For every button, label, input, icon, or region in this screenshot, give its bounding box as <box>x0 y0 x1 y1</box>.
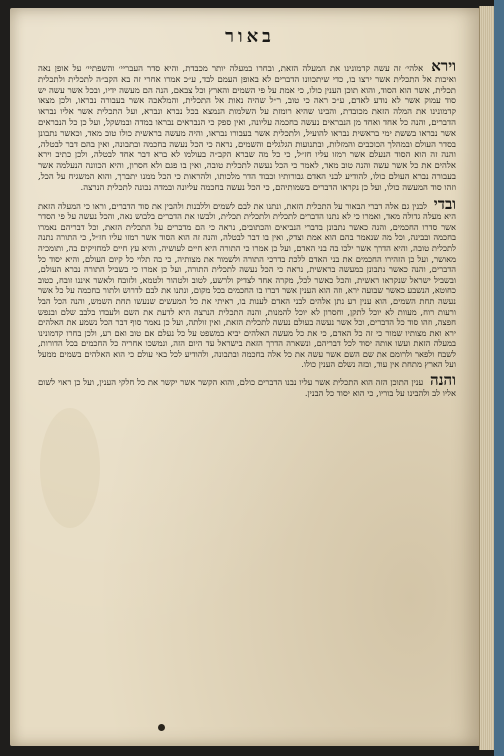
lead-word: וירא <box>431 57 456 75</box>
page-edges <box>479 6 494 750</box>
section-3 <box>38 371 456 399</box>
paragraph-text: אלהי׳ זה עשה קדמונינו את המעלה הזאת, ובחרו במעלה יותר מכבדת, והיא סדר העבריי׳ והשפתיי׳ על אופן נאה ואיכות אל התכלית אשר ירצו בו, כדי שיתכוונו הדברים לא באופן העמם לבד, ע״כ אמרו אחרי זה בא הקב״ה לתכלית ולתכלית תכלית, אשר הוא הסוד, והוא תוכן הענין כולו, כי אמת על פי השמים והארץ וכל צבאם, הנה הם מעשה ידיו, ובכל אשר עשה יש סוד עמוק אשר לא נודע לאדם, ע״כ ראה כי טוב, ר״ל שהיה נאות אל התכלית, והמלאכה אשר בעבורה נבראו, ולכן מצאו קדמונינו את המלה הזאת מכובדת, והבינו שהיא רומזת על השלמות הנמצא בכל נברא ונברא, ועל התכלית אשר אליו נבראו הדברים, והנה כל אחד ואחד מן הנבראים נעשה בחכמה עליונה, ואין ספק כי הנבראים נבראו במדה ובמשקל, ועל כן כל הנבראים אשר נבראו בששת ימי בראשית נבראו להועיל, ולתכלית אשר בעבורו נבראו, והיה מעשה בראשית כולו טוב מאד, וכאשר נתבונן בסדר העולם ובמהלך הכוכבים והמזלות, ובתנועות הגלגלים והשמים, נראה כי הכל נעשה בחכמה ובתבונה, ואין בהם דבר לבטלה, והנה זה הוא הסוד הנעלם אשר רמזו עליו חז״ל, כי כל מה שברא הקב״ה בעולמו לא ברא דבר אחד לבטלה, ולכן כתיב וירא אלהים את כל אשר עשה והנה טוב מאד, לאמר כי הכל נעשה לתכלית טובה, ואין בו פגם ולא חסרון, והיא הכוונה הנעלמה אשר בעבורה נברא העולם כולו, להודיע לבני האדם גבורותיו וכבוד הדר מלכותו, ולהראות כי הכל ממנו יתברך, והוא המשגיח על הכל, וזהו סוד המעשה כולו, ועל כן נקראו הדברים בשמותיהם, כי הכל נעשה בחכמה עליונה ובמדה נכונה לתכלית הנרצה. <box>38 64 456 193</box>
paragraph-text: לבנין גם אלה דברי הבאור על התכלית הזאת, ונתנו את לבם לשמים וללבנות ולהבין את סוד הדברים, וראו כי המעלה הזאת היא מעלה גדולה מאד, ואמרו כי לא נתנו הדברים לתכלית ולתכלית תכלית, ולבשו את הדברים בלבוש נאה, והכל נעשה על פי הסדר אשר סדרו החכמים, והנה כאשר נתבונן בדברי הנביאים והכתובים, נראה כי הם מדברים על התכלית הזאת, וכל דבריהם נאמרו בחכמה ובבינה, וכל מה שנאמר בהם הוא אמת וצדק, ואין בו דבר לבטלה, והנה זה הוא הסוד אשר רמזו עליו חז״ל, כי התורה נתנה לתכלית טובה, והיא הדרך אשר ילכו בה בני האדם, ועל כן אמרו כי התורה היא חיים לעושיה, והיא עץ חיים למחזיקים בה, ותומכיה מאושר, ועל כן הזהירו החכמים את בני האדם ללכת בדרכי התורה ולשמור את מצותיה, כי בה תלוי כל קיום העולם, והיא יסוד כל הדברים, והנה כאשר נתבונן במעשה בראשית, נראה כי הכל נעשה לתכלית התורה, ועל כן אמרו כי בשביל התורה נברא העולם, ובשביל ישראל שנקראו ראשית, והכל כאשר לכל, מקרה אחד לצדיק ולרשע, לטוב ולטהור ולטמא, ולזובח ולאשר איננו זובח, כטוב כחוטא, הנשבע כאשר שבועה ירא, וזה הוא הענין אשר דברו בו החכמים בכל מקום, ונתנו את לבם לדרוש ולתור בחכמה על כל אשר נעשה תחת השמים, הוא ענין רע נתן אלהים לבני האדם לענות בו, ראיתי את כל המעשים שנעשו תחת השמש, והנה הכל הבל ורעות רוח, מעוות לא יוכל לתקן, וחסרון לא יוכל להמנות, והנה התכלית הנרצה היא לדעת את השם ולעבדו בלבב שלם ובנפש חפצה, וזהו סוד כל הדברים, וכל אשר נעשה בעולם נעשה לתכלית הזאת, ואין זולתה, ועל כן נאמר סוף דבר הכל נשמע את האלהים ירא ואת מצותיו שמור כי זה כל האדם, כי את כל מעשה האלהים יביא במשפט על כל נעלם אם טוב ואם רע, ולכן בחרו קדמונינו במעלה הזאת ועשו אותה יסוד לכל דבריהם, ונשארה הדרך הזאת בישראל עד היום הזה, ונמשכו אחריה כל החכמים בכל הדורות, לשבח ולפאר ולרומם את שם השם אשר עשה את כל אלה בחכמה ובתבונה, ולהודיע לכל באי עולם כי הוא האלהים בשמים ממעל ועל הארץ מתחת אין עוד, ובזה נשלם הענין כולו. <box>38 200 456 370</box>
paper-stain <box>40 408 100 528</box>
page-content <box>38 57 457 403</box>
page-header <box>50 26 450 47</box>
lead-word: ובדי <box>433 194 457 213</box>
running-title: באור <box>225 26 275 47</box>
paragraph <box>38 57 456 194</box>
book-spine <box>494 0 504 756</box>
paragraph <box>38 371 456 399</box>
book-page <box>10 8 480 746</box>
section-2 <box>38 194 457 371</box>
section-1 <box>38 57 456 194</box>
paragraph-text: ענין התוכן הזה הוא התכלית אשר עליו נבנו הדברים כולם, והוא הקשר אשר יקשר את כל חלקי הענין, ועל כן ראוי לשום אליו לב ולהבינו על בוריו, כי הוא יסוד כל הבנין. <box>38 377 456 398</box>
paragraph <box>38 194 457 371</box>
lead-word: והנה <box>430 371 456 390</box>
ink-spot <box>158 724 165 731</box>
